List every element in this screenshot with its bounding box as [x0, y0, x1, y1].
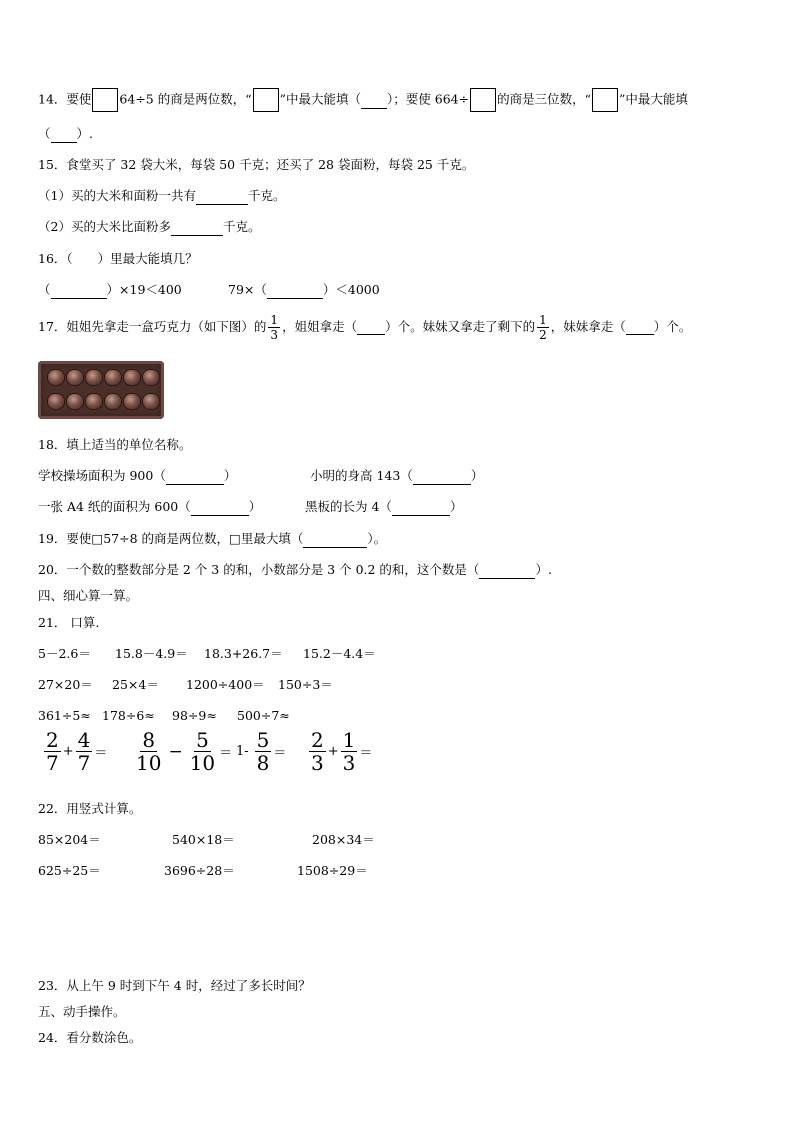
q19-text: 19．要使□57÷8 的商是两位数，□里最大填（ — [38, 531, 304, 546]
fraction — [134, 730, 163, 773]
q20-text: ）. — [535, 562, 552, 577]
chocolate-piece — [124, 394, 140, 409]
q21-row3-item: 98÷9≈ — [172, 708, 217, 723]
q15-part2-text: （2）买的大米比面粉多 — [38, 219, 171, 234]
q14-text: 64÷5 的商是两位数，“ — [119, 91, 252, 107]
q14-blank-box-3[interactable] — [470, 88, 496, 112]
fraction — [341, 730, 358, 773]
q14-answer-blank-2[interactable] — [51, 126, 77, 143]
denominator: 3 — [342, 751, 356, 775]
fraction — [255, 730, 272, 773]
numerator: 2 — [311, 728, 324, 752]
equals: ＝ — [219, 746, 233, 761]
q21-question: 21． 口算. — [38, 615, 100, 630]
fraction-expr-2 — [132, 730, 232, 773]
q15-part1-text: （1）买的大米和面粉一共有 — [38, 188, 196, 203]
q14-text: （ — [38, 126, 51, 141]
q17-text: ）个。 — [653, 319, 692, 334]
fraction-expr-3 — [236, 730, 286, 773]
q15-part1-unit: 千克。 — [247, 188, 286, 203]
q19-text: ）。 — [367, 531, 387, 546]
q23-question: 23．从上午 9 时到下午 4 时，经过了多长时间？ — [38, 978, 311, 993]
fraction — [44, 730, 61, 773]
section-5-heading: 五、动手操作。 — [38, 1004, 126, 1019]
q19-question — [38, 531, 386, 548]
denominator: 8 — [256, 751, 270, 775]
denominator: 10 — [189, 751, 216, 775]
q15-part2-unit: 千克。 — [222, 219, 261, 234]
chocolate-piece — [105, 394, 121, 409]
denominator: 7 — [46, 751, 59, 775]
q21-row2-item: 150÷3＝ — [278, 677, 333, 692]
q18-item-1 — [38, 468, 236, 485]
q18-text: 黑板的长为 4（ — [305, 499, 392, 514]
chocolate-piece — [86, 394, 102, 409]
numerator: 1 — [270, 312, 279, 327]
q14-text: 要使 — [66, 91, 92, 107]
fraction-one-third — [268, 314, 280, 341]
q21-row1-item: 15.2－4.4＝ — [303, 646, 376, 661]
numerator: 1 — [539, 312, 547, 327]
q14-text: ）；要使 664÷ — [387, 91, 470, 107]
q19-answer-blank[interactable] — [303, 531, 367, 548]
q16-question: 16．（ ）里最大能填几？ — [38, 251, 198, 266]
q21-row1-item: 15.8－4.9＝ — [115, 646, 188, 661]
equals: ＝ — [273, 746, 287, 761]
q16-text: 79×（ — [228, 282, 267, 297]
q21-row2-item: 27×20＝ — [38, 677, 93, 692]
chocolate-piece — [105, 370, 121, 385]
fraction — [309, 730, 326, 773]
q21-row1-item: 5－2.6＝ — [38, 646, 91, 661]
denominator: 3 — [270, 327, 279, 342]
denominator: 3 — [311, 751, 324, 775]
q14-text: 的商是三位数，“ — [497, 91, 591, 107]
numerator: 5 — [256, 728, 270, 752]
q18-text: ） — [223, 468, 237, 483]
q14-blank-box-1[interactable] — [92, 88, 118, 112]
q14-number: 14． — [38, 91, 67, 107]
q18-item-4 — [305, 499, 462, 516]
q16-text: （ — [38, 282, 51, 297]
q15-part1 — [38, 188, 285, 205]
q21-row1-item: 18.3+26.7＝ — [204, 646, 283, 661]
chocolate-piece — [67, 394, 83, 409]
q18-answer-blank-1[interactable] — [166, 468, 224, 485]
q16-expr-2 — [228, 282, 380, 299]
q21-row3-item: 500÷7≈ — [237, 708, 290, 723]
equals: ＝ — [359, 746, 373, 761]
q22-row1-item: 540×18＝ — [172, 832, 235, 847]
q18-text: ） — [248, 499, 262, 514]
operator: − — [168, 741, 183, 762]
fraction-expr-1 — [42, 730, 107, 773]
q21-row2-item: 25×4＝ — [112, 677, 159, 692]
q14-text: ”中最大能填 — [619, 91, 688, 107]
q18-text: 一张 A4 纸的面积为 600（ — [38, 499, 191, 514]
denominator: 7 — [77, 751, 91, 775]
q17-question — [38, 309, 691, 345]
q16-text: ）＜4000 — [322, 282, 380, 297]
chocolate-box-image — [38, 361, 164, 419]
q22-row2-item: 1508÷29＝ — [297, 863, 368, 878]
q18-item-2 — [310, 468, 483, 485]
numerator: 2 — [46, 728, 59, 752]
q17-answer-blank-1[interactable] — [357, 320, 385, 335]
q15-answer-blank-2[interactable] — [171, 219, 223, 236]
fraction-expr-4 — [307, 730, 372, 773]
fraction — [188, 730, 217, 773]
q14-line2 — [38, 126, 93, 143]
q22-row2-item: 3696÷28＝ — [164, 863, 235, 878]
q14-answer-blank-1[interactable] — [361, 92, 387, 109]
q22-row2-item: 625÷25＝ — [38, 863, 101, 878]
numerator: 1 — [342, 728, 356, 752]
chocolate-piece — [67, 370, 83, 385]
denominator: 10 — [136, 751, 162, 775]
q20-text: 20．一个数的整数部分是 2 个 3 的和，小数部分是 3 个 0.2 的和，这个数是（ — [38, 562, 480, 577]
q21-row2-item: 1200÷400＝ — [186, 677, 265, 692]
q20-question — [38, 562, 552, 579]
q17-text: ）个。妹妹又拿走了剩下的 — [385, 319, 536, 334]
q14-text: ”中最大能填（ — [279, 91, 362, 107]
operator: + — [62, 744, 74, 759]
chocolate-piece — [143, 394, 159, 409]
q18-text: 小明的身高 143（ — [310, 468, 413, 483]
q18-text: ） — [470, 468, 484, 483]
q22-row1-item: 85×204＝ — [38, 832, 101, 847]
q18-answer-blank-3[interactable] — [191, 499, 249, 516]
q18-answer-blank-2[interactable] — [413, 468, 471, 485]
q16-text: ）×19＜400 — [106, 282, 182, 297]
q18-question: 18．填上适当的单位名称。 — [38, 437, 192, 452]
numerator: 4 — [77, 728, 91, 752]
q18-answer-blank-4[interactable] — [392, 499, 450, 516]
chocolate-piece — [48, 370, 64, 385]
fraction-one-half — [537, 314, 549, 341]
equals: ＝ — [94, 746, 108, 761]
q14-blank-box-2[interactable] — [253, 88, 279, 112]
q15-question: 15．食堂买了 32 袋大米，每袋 50 千克；还买了 28 袋面粉，每袋 25 千克。 — [38, 157, 475, 172]
q17-text: ，妹妹拿走（ — [550, 319, 626, 334]
q18-item-3 — [38, 499, 261, 516]
chocolate-piece — [86, 370, 102, 385]
chocolate-piece — [48, 394, 64, 409]
q22-row1-item: 208×34＝ — [312, 832, 375, 847]
q16-expr-1 — [38, 282, 182, 299]
q24-question: 24．看分数涂色。 — [38, 1030, 142, 1045]
minuend: 1- — [236, 744, 249, 759]
q14-blank-box-4[interactable] — [592, 88, 618, 112]
chocolate-piece — [143, 370, 159, 385]
numerator: 5 — [196, 728, 209, 752]
q18-text: 学校操场面积为 900（ — [38, 468, 166, 483]
q16-answer-blank-1[interactable] — [51, 282, 107, 299]
q16-answer-blank-2[interactable] — [267, 282, 323, 299]
q17-text: ，姐姐拿走（ — [282, 319, 358, 334]
q14-text: ）. — [76, 126, 93, 141]
q21-row3-item: 361÷5≈ — [38, 708, 91, 723]
q17-answer-blank-2[interactable] — [626, 320, 654, 335]
q21-row3-item: 178÷6≈ — [102, 708, 155, 723]
q15-part2 — [38, 219, 260, 236]
q18-text: ） — [449, 499, 463, 514]
numerator: 8 — [142, 728, 156, 752]
q17-text: 17．姐姐先拿走一盒巧克力（如下图）的 — [38, 319, 267, 334]
fraction — [76, 730, 93, 773]
q20-answer-blank[interactable] — [479, 562, 535, 579]
q14-line1 — [38, 88, 688, 112]
q22-question: 22．用竖式计算。 — [38, 801, 142, 816]
chocolate-piece — [124, 370, 140, 385]
q15-answer-blank-1[interactable] — [196, 188, 248, 205]
section-4-heading: 四、细心算一算。 — [38, 588, 139, 603]
denominator: 2 — [539, 327, 547, 342]
operator: + — [327, 744, 339, 759]
